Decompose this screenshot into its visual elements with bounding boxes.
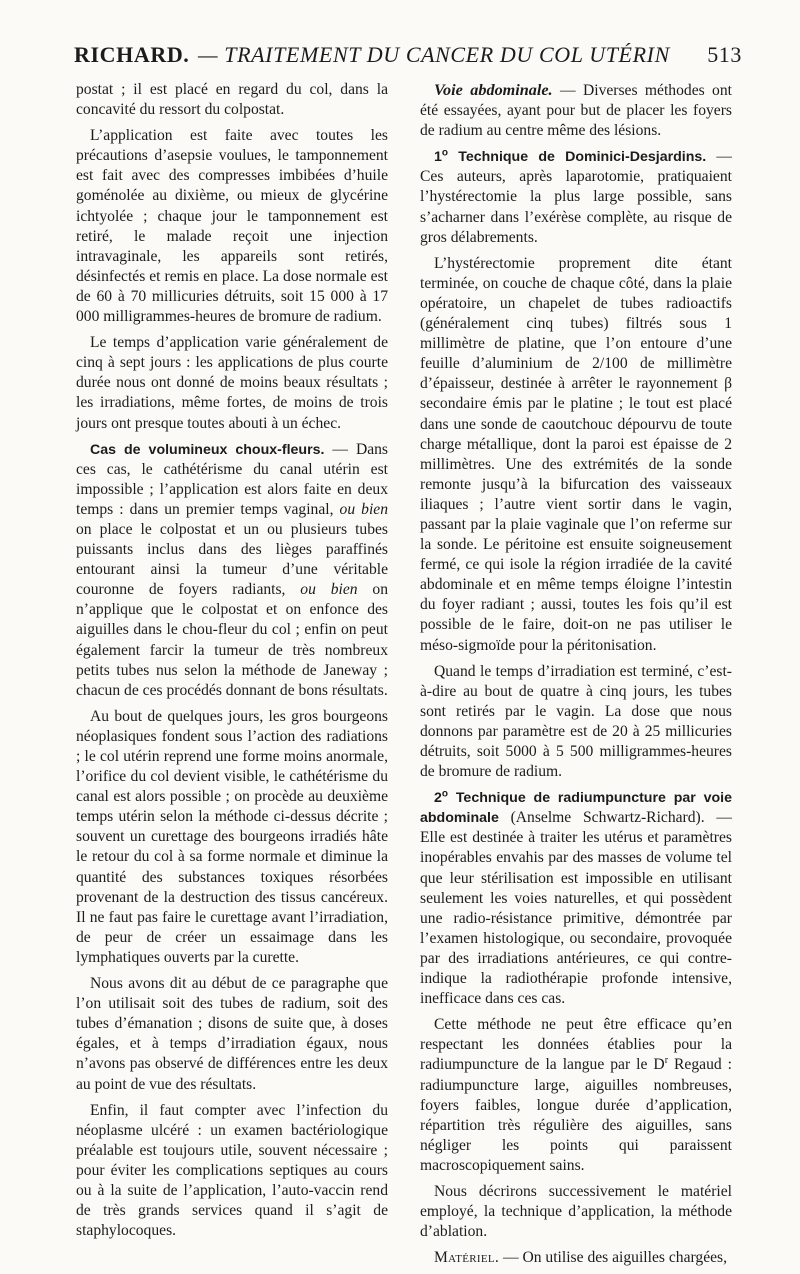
- header-title: — TRAITEMENT DU CANCER DU COL UTÉRIN: [198, 42, 670, 67]
- italic-text: ou bien: [300, 581, 358, 599]
- superscript: o: [441, 147, 448, 159]
- text-span: on n’applique que le colpostat et on enfonce des aiguilles dans le chou-fleur du col ; enfin on peut également farcir la tumeur de très nombreux petits tubes nus selon la méthode de Janeway ; chacun de ces procédés donnant de bons résultats.: [76, 581, 389, 699]
- superscript: r: [664, 1055, 669, 1067]
- paragraph: Enfin, il faut compter avec l’infection du néoplasme ulcéré : un examen bactériologique préalable est toujours utile, souvent nécessaire ; pour éviter les complications septiques au cours ou à la suite de l’application, l’auto-vaccin rend de très grands services quand il s’agit de staphylocoques.: [76, 1101, 388, 1240]
- text-span: — Dans ces cas, le cathétérisme du canal utérin est impossible ; l’application est alors faite en deux temps : dans un premier temps vaginal,: [76, 440, 388, 518]
- page-number: 513: [707, 42, 742, 67]
- left-column: [76, 80, 388, 1247]
- section-heading: [434, 149, 706, 165]
- running-header: [74, 42, 742, 76]
- paragraph: L’application est faite avec toutes les précautions d’asepsie voulues, le tamponnement est fait avec des compresses imbibées d’huile goménolée au dixième, ou mieux de glycérine ichtyolée ; chaque jour le tamponnement est retiré, le malade reçoit une injection intravaginale, les appareils sont retirés, désinfectés et remis en place. La dose normale est de 60 à 70 millicuries détruits, soit 15 000 à 17 000 milligrammes-heures de bromure de radium.: [76, 127, 388, 326]
- section-heading: Matériel.: [434, 1249, 500, 1267]
- paragraph: Nous avons dit au début de ce paragraphe que l’on utilisait soit des tubes de radium, soit des tubes d’émanation ; disons de suite que, à doses égales, et à temps d’irradiation égaux, nous n’avons pas observé de différences entre les deux au point de vue des résultats.: [76, 975, 388, 1093]
- paragraph-cas-volumineux: [76, 440, 388, 701]
- text-span: Regaud : radiumpuncture large, aiguilles nombreuses, foyers faibles, longue durée d’application, répartition très régulière des aiguilles, sans négliger les points qui paraissent macroscopiquement sains.: [420, 1056, 732, 1174]
- paragraph: Quand le temps d’irradiation est terminé, c’est-à-dire au bout de quatre à cinq jours, les tubes sont retirés par le vagin. La dose que nous donnons par paramètre est de 20 à 25 millicuries détruits, soit 5000 à 5 500 milligrammes-heures de bromure de radium.: [420, 662, 732, 781]
- text-span: — Diverses méthodes ont été essayées, ayant pour but de placer les foyers de radium au centre même des lésions.: [420, 82, 732, 140]
- header-author: RICHARD.: [74, 42, 190, 67]
- italic-text: ou bien: [339, 500, 388, 518]
- heading-number: 1: [434, 149, 442, 166]
- superscript: o: [441, 788, 448, 800]
- heading-number: 2: [434, 790, 442, 807]
- paragraph-technique-2: [420, 788, 732, 1009]
- text-span: — Ces auteurs, après laparotomie, pratiquaient l’hystérectomie la plus large possible, sans s’acharner dans l’exérèse complète, au risque de gros délabrements.: [420, 148, 732, 246]
- paragraph-materiel: [420, 1248, 732, 1268]
- text-span: — On utilise des aiguilles chargées,: [499, 1249, 728, 1267]
- paragraph-regaud: [420, 1015, 732, 1176]
- text-span: on place le colpostat et un ou plusieurs tubes puissants inclus dans des lièges paraffinés entourant ainsi la tumeur d’une véritable couronne de foyers radiants,: [76, 520, 388, 599]
- section-heading: Voie abdominale.: [434, 81, 553, 99]
- text-span: Cette méthode ne peut être efficace qu’en respectant les données établies pour la radiumpuncture de la langue par le D: [420, 1016, 732, 1074]
- heading-text: Technique de radiumpuncture par voie abdominale: [420, 790, 732, 827]
- paragraph: Au bout de quelques jours, les gros bourgeons néoplasiques fondent sous l’action des radiations ; le col utérin reprend une forme moins anormale, l’orifice du col devient visible, le cathétérisme du canal est alors possible ; on procède au deuxième temps utérin selon la méthode ci-dessus décrite ; souvent un curettage des bourgeons irradiés hâte le retour du col à sa forme normale et diminue la quantité des substances toxiques résorbées provenant de la destruction des tissus cancéreux. Il ne faut pas faire le curettage avant l’irradiation, de peur de créer un essaimage dans les lymphatiques ouverts par la curette.: [76, 707, 388, 966]
- text-span: (Anselme Schwartz-Richard). — Elle est destinée à traiter les utérus et paramètres inopérables envahis par des masses de volume tel que leur stérilisation est impossible en utilisant seulement les voies naturelles, et qui possèdent une radio-résistance primitive, démontrée par l’examen histologique, ou secondaire, provoquée par des irradiations antérieures, ce qui contre-indique la radiothérapie profonde intensive, inefficace dans ces cas.: [420, 809, 732, 1008]
- section-heading: Cas de volumineux choux-fleurs.: [90, 441, 325, 458]
- paragraph-technique-1: [420, 147, 732, 247]
- paragraph: postat ; il est placé en regard du col, dans la concavité du ressort du colpostat.: [76, 81, 388, 119]
- paragraph-voie-abdominale: [420, 80, 732, 141]
- paragraph: Le temps d’application varie généralement de cinq à sept jours : les applications de plus courte durée nous ont donné de moins beaux résultats ; les irradiations, même fortes, de moins de trois jours ont presque toutes abouti à un échec.: [76, 334, 388, 432]
- right-column: [420, 80, 732, 1274]
- paragraph: L’hystérectomie proprement dite étant terminée, on couche de chaque côté, dans la plaie opératoire, un chapelet de tubes radioactifs (généralement cinq tubes) filtrés sous 1 millimètre de platine, que l’on entoure d’une feuille d’aluminium de 2/100 de millimètre d’épaisseur, destinée à arrêter le rayonnement β secondaire émis par le platine ; le tout est placé dans une sonde de caoutchouc dépourvu de toute charge métallique, dont la paroi est épaisse de 2 millimètres. Une des extrémités de la sonde remonte jusqu’à la bifurcation des vaisseaux iliaques ; l’autre vient sortir dans le vagin, passant par la plaie vaginale que l’on referme sur la sonde. Le péritoine est ensuite soigneusement fermé, ce qui isole la région irradiée de la cavité abdominale et en même temps éloigne l’intestin du foyer radiant ; aussi, toutes les fois qu’il est possible de le faire, doit-on ne pas utiliser le méso-sigmoïde pour la péritonisation.: [420, 254, 732, 654]
- heading-text: Technique de Dominici-Desjardins.: [448, 149, 707, 166]
- paragraph: Nous décrirons successivement le matériel employé, la technique d’application, la méthode d’ablation.: [420, 1182, 732, 1241]
